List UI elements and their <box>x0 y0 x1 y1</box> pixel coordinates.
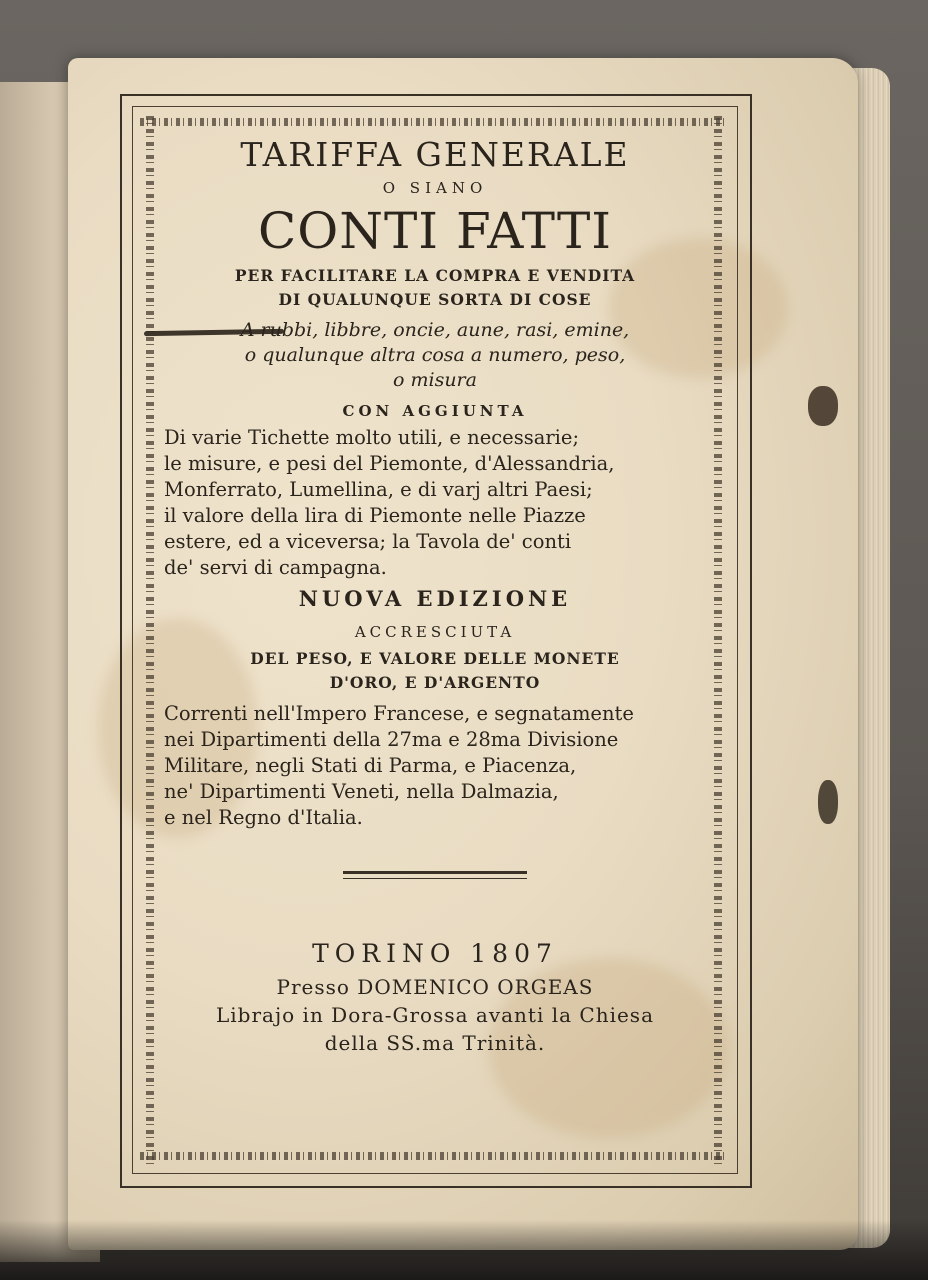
aggiunta-line: Di varie Tichette molto utili, e necessarie; <box>164 426 580 449</box>
imprint-line: Presso DOMENICO ORGEAS <box>276 975 594 999</box>
aggiunta-heading: CON AGGIUNTA <box>342 402 528 420</box>
aggiunta-line: il valore della lira di Piemonte nelle Piazze <box>164 504 586 527</box>
aggiunta-line: Monferrato, Lumellina, e di varj altri Paesi; <box>164 478 593 501</box>
ink-blot <box>808 386 838 426</box>
aggiunta-line: le misure, e pesi del Piemonte, d'Alessandria, <box>164 452 615 475</box>
title-page-text <box>150 134 720 1057</box>
title-line-2: O SIANO <box>382 179 488 197</box>
aggiunta-line: de' servi di campagna. <box>164 556 387 579</box>
subtitle-line-1: PER FACILITARE LA COMPRA E VENDITA <box>234 266 636 285</box>
bottom-shadow <box>0 1220 928 1280</box>
main-title: CONTI FATTI <box>257 202 613 260</box>
edition-heading: NUOVA EDIZIONE <box>298 586 572 611</box>
correnti-line: Militare, negli Stati di Parma, e Piacenza, <box>164 754 577 777</box>
correnti-line: nei Dipartimenti della 27ma e 28ma Divisione <box>164 728 619 751</box>
italic-line: o misura <box>393 369 477 391</box>
ink-blot <box>818 780 838 824</box>
title-line-1: TARIFFA GENERALE <box>240 135 630 174</box>
italic-line: o qualunque altra cosa a numero, peso, <box>244 344 626 366</box>
correnti-line: ne' Dipartimenti Veneti, nella Dalmazia, <box>164 780 559 803</box>
imprint-line: Librajo in Dora-Grossa avanti la Chiesa <box>215 1003 654 1027</box>
monete-line-2: D'ORO, E D'ARGENTO <box>329 673 541 692</box>
accresciuta: ACCRESCIUTA <box>354 623 516 641</box>
place-year: TORINO 1807 <box>312 939 558 968</box>
aggiunta-line: estere, ed a viceversa; la Tavola de' conti <box>164 530 572 553</box>
correnti-line: e nel Regno d'Italia. <box>164 806 363 829</box>
italic-line: A rubbi, libbre, oncie, aune, rasi, emine, <box>240 319 630 341</box>
divider-rule <box>343 871 527 879</box>
bottom-ornament <box>140 1152 728 1160</box>
monete-line-1: DEL PESO, E VALORE DELLE MONETE <box>250 649 620 668</box>
top-ornament <box>140 118 728 126</box>
imprint-line: della SS.ma Trinità. <box>324 1031 546 1055</box>
correnti-line: Correnti nell'Impero Francese, e segnatamente <box>164 702 634 725</box>
subtitle-line-2: DI QUALUNQUE SORTA DI COSE <box>278 290 592 309</box>
